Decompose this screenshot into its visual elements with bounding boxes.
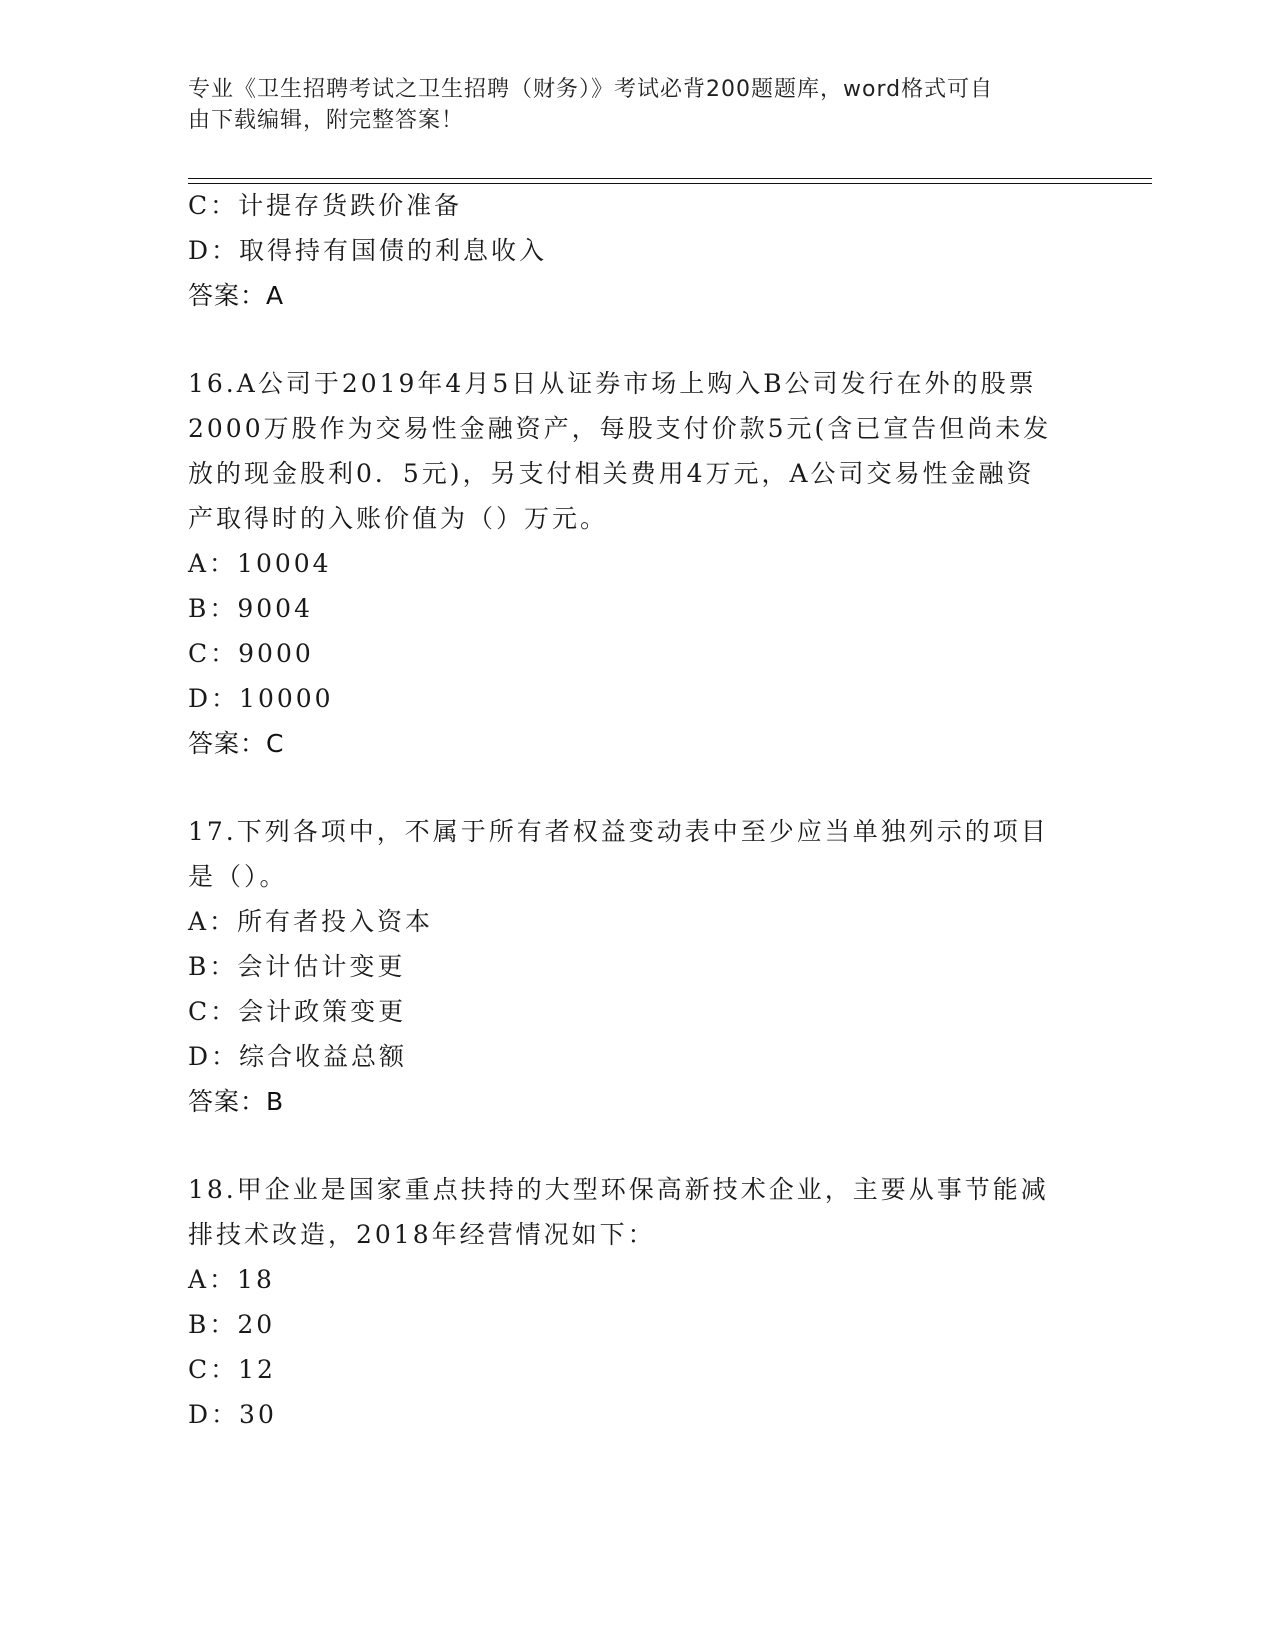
header-line-2: 由下载编辑，附完整答案！	[188, 108, 465, 133]
header-divider-bottom	[188, 183, 1152, 184]
q16-answer: 答案：C	[188, 729, 285, 758]
q16-option-c: C：9000	[188, 639, 314, 668]
q17-option-d: D：综合收益总额	[188, 1042, 408, 1071]
q18-option-b: B：20	[188, 1310, 276, 1339]
q18-option-d: D：30	[188, 1400, 277, 1429]
q16-stem-line-2: 2000万股作为交易性金融资产，每股支付价款5元(含已宣告但尚未发	[188, 414, 1052, 443]
q16-stem-line-1: 16.A公司于2019年4月5日从证券市场上购入B公司发行在外的股票	[188, 369, 1037, 398]
q16-option-b: B：9004	[188, 594, 313, 623]
q17-stem-line-1: 17.下列各项中，不属于所有者权益变动表中至少应当单独列示的项目	[188, 817, 1049, 846]
q18-stem-line-2: 排技术改造，2018年经营情况如下：	[188, 1220, 656, 1249]
header-divider-top	[188, 178, 1152, 179]
q18-option-c: C：12	[188, 1355, 276, 1384]
q17-stem-line-2: 是（）。	[188, 862, 288, 891]
q15-answer: 答案：A	[188, 281, 285, 310]
q17-option-c: C：会计政策变更	[188, 997, 407, 1026]
q16-option-a: A：10004	[188, 549, 332, 578]
q18-stem-line-1: 18.甲企业是国家重点扶持的大型环保高新技术企业，主要从事节能减	[188, 1175, 1049, 1204]
q17-option-a: A：所有者投入资本	[188, 907, 434, 936]
q16-stem-line-3: 放的现金股利0．5元)，另支付相关费用4万元，A公司交易性金融资	[188, 459, 1035, 488]
header-line-1: 专业《卫生招聘考试之卫生招聘（财务）》考试必背200题题库，word格式可自	[188, 77, 994, 102]
q17-answer: 答案：B	[188, 1087, 285, 1116]
q18-option-a: A：18	[188, 1265, 275, 1294]
q16-option-d: D：10000	[188, 684, 334, 713]
q17-option-b: B：会计估计变更	[188, 952, 406, 981]
q16-stem-line-4: 产取得时的入账价值为（）万元。	[188, 504, 609, 533]
q15-option-d: D：取得持有国债的利息收入	[188, 236, 548, 265]
q15-option-c: C：计提存货跌价准备	[188, 191, 463, 220]
document-header	[188, 74, 1068, 136]
